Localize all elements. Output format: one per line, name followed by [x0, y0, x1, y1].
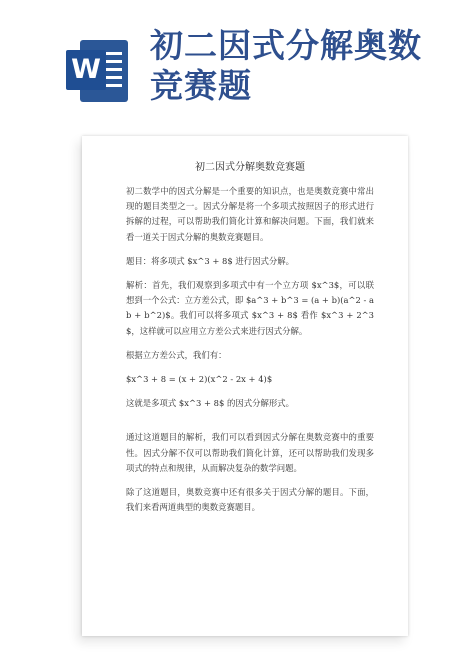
banner	[0, 0, 474, 130]
paragraph-formula: $x^3 + 8 = (x + 2)(x^2 - 2x + 4)$	[126, 374, 273, 385]
document-title: 初二因式分解奥数竞赛题	[195, 162, 305, 173]
paragraph-analysis: 解析：首先，我们观察到多项式中有一个立方项 $x^3$，可以联想到一个公式：立方差公式，即 $a^3 + b^3 = (a + b)(a^2 - ab + b^2)$。我们可以将多项式 $x^3 + 8$ 看作 $x^3 + 2^3$，这样就可以应用立方差公式来进行因式分解。	[126, 280, 374, 336]
paragraph-next: 除了这道题目，奥数竞赛中还有很多关于因式分解的题目。下面，我们来看两道典型的奥数竞赛题目。	[126, 487, 374, 513]
paragraph-problem: 题目：将多项式 $x^3 + 8$ 进行因式分解。	[126, 255, 294, 266]
paragraph-summary: 通过这道题目的解析，我们可以看到因式分解在奥数竞赛中的重要性。因式分解不仅可以帮助我们简化计算，还可以帮助我们发现多项式的特点和规律，从而解决复杂的数学问题。	[126, 432, 374, 473]
paragraph-intro: 初二数学中的因式分解是一个重要的知识点，也是奥数竞赛中常出现的题目类型之一。因式分解是将一个多项式按照因子的形式进行拆解的过程，可以帮助我们简化计算和解决问题。下面，我们就来看一道关于因式分解的奥数竞赛题目。	[126, 186, 374, 242]
paragraph-formula-intro: 根据立方差公式，我们有：	[126, 349, 227, 360]
word-icon-letter: W	[66, 50, 106, 90]
word-doc-icon	[66, 40, 128, 102]
banner-title	[150, 26, 450, 106]
document-content	[126, 161, 374, 524]
banner-title-line1: 初二因式分解奥数	[150, 26, 422, 65]
paragraph-result: 这就是多项式 $x^3 + 8$ 的因式分解形式。	[126, 398, 294, 409]
banner-title-line2: 竞赛题	[150, 66, 252, 105]
